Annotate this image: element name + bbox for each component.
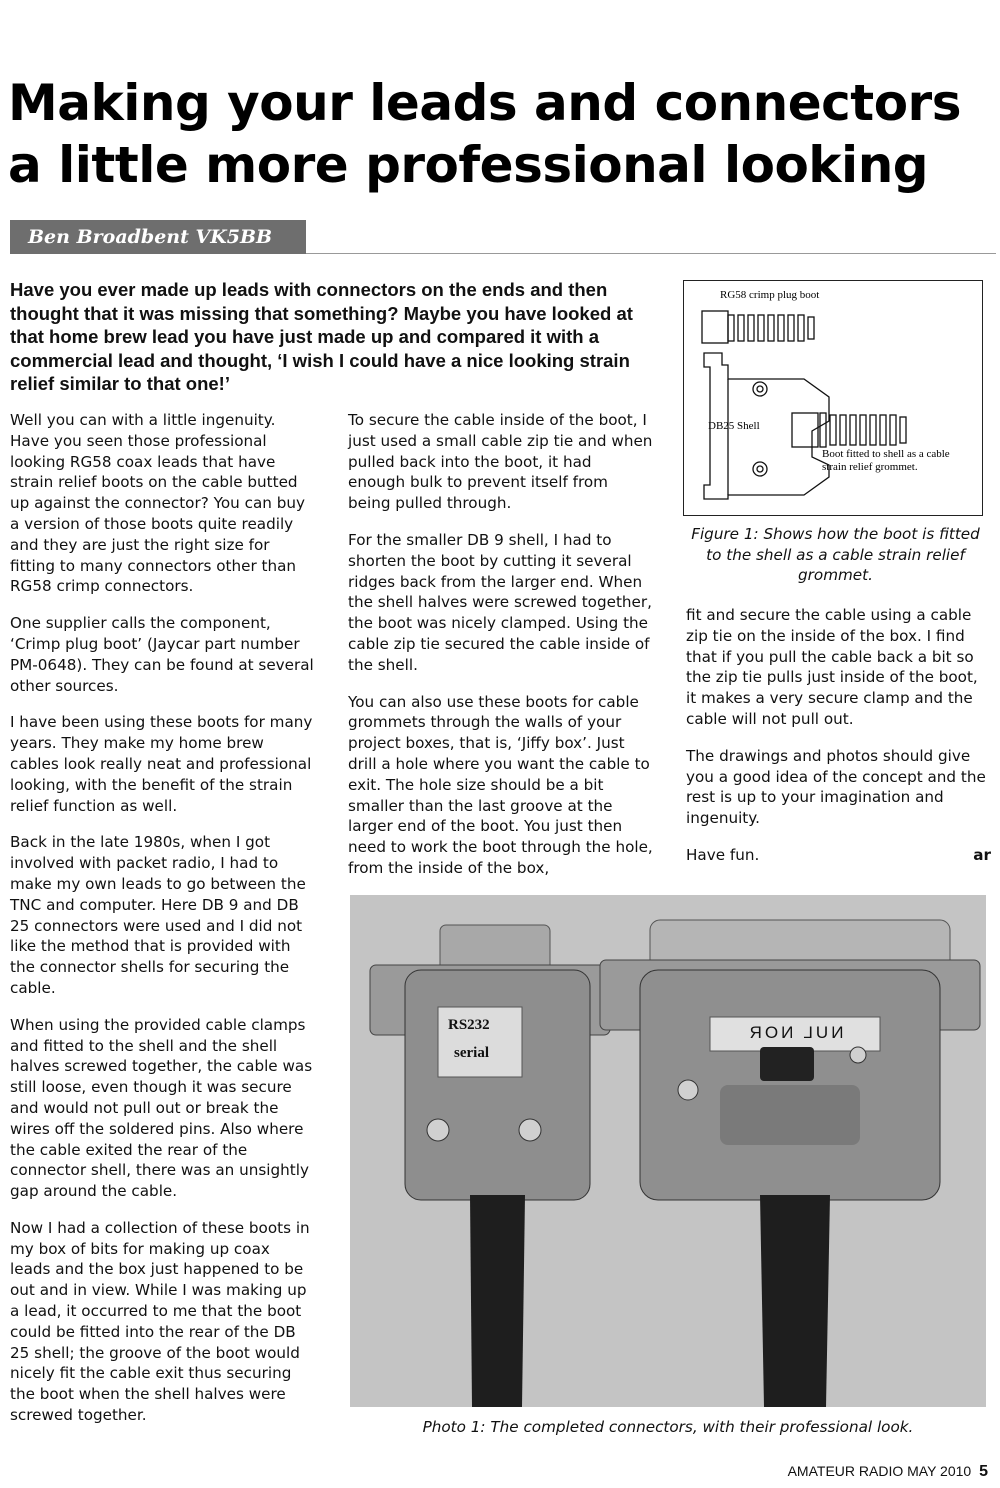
photo-label-nul-nor: NUL NOR — [746, 1023, 844, 1042]
paragraph: To secure the cable inside of the boot, I just used a small cable zip tie and when pulled back into the boot, it had enough bulk to prevent itself from being pulled through. — [348, 411, 653, 513]
figure-label-boot: RG58 crimp plug boot — [720, 289, 820, 301]
column-2 — [348, 410, 653, 895]
author-byline: Ben Broadbent VK5BB — [10, 220, 306, 254]
paragraph: For the smaller DB 9 shell, I had to shorten the boot by cutting it several ridges back from the larger end. When the shell halves were screwed together, the boot was nicely clamped. Using the cable zip tie secured the cable inside of the shell. — [348, 530, 652, 674]
column-1 — [10, 410, 315, 1442]
paragraph: You can also use these boots for cable grommets through the walls of your project boxes, that is, ‘Jiffy box’. Just drill a hole where you want the cable to exit. The hole size should be a bit smaller than the last groove at the larger end of the boot. You just then need to work the boot through the hole, from the inside of the box, — [348, 692, 653, 877]
paragraph: Now I had a collection of these boots in my box of bits for making up coax leads and the box just happened to be out and in view. While I was making up a lead, it occurred to me that the boot could be fitted into the rear of the DB 25 shell; the groove of the boot would nicely fit the cable exit thus securing the boot when the shell halves were screwed together. — [10, 1218, 310, 1425]
figure-1-caption: Figure 1: Shows how the boot is fitted to the shell as a cable strain relief grommet. — [691, 525, 980, 584]
figure-1-drawing — [683, 280, 983, 516]
boot-shell-diagram — [684, 281, 982, 515]
paragraph: Well you can with a little ingenuity. Have you seen those professional looking RG58 coax leads that have strain relief boots on the cable butted up against the connector? You can buy a version of those boots quite readily and they are just the right size for fitting to many connectors other than RG58 crimp connectors. — [10, 411, 305, 596]
footer-magazine: AMATEUR RADIO MAY 2010 — [787, 1463, 972, 1479]
page-number: 5 — [979, 1463, 988, 1480]
paragraph: When using the provided cable clamps and fitted to the shell and the shell halves screwed together, the cable was still loose, even though it was secure and would not pull out or break the wires off the soldered pins. Also where the cable exited the rear of the connector shell, there was an unsightly gap around the cable. — [10, 1015, 313, 1201]
paragraph: One supplier calls the component, ‘Crimp plug boot’ (Jaycar part number PM-0648). They can be found at several other sources. — [10, 614, 314, 695]
closing-text: Have fun. — [686, 845, 760, 864]
author-rule — [306, 253, 996, 254]
title-line-1: Making your leads and connectors — [8, 74, 961, 132]
photo-connectors — [350, 895, 986, 1407]
title-line-2: a little more professional looking — [8, 136, 929, 194]
connectors-photo-illustration — [350, 895, 986, 1407]
figure-label-shell: DB25 Shell — [708, 420, 760, 432]
page-footer — [788, 1463, 988, 1481]
paragraph: fit and secure the cable using a cable zip tie on the inside of the box. I find that if you pull the cable back a bit so the zip tie pulls just inside of the boot, it makes a very secure clamp and the cable will not pull out. — [686, 606, 978, 728]
end-mark: ar — [973, 845, 991, 864]
photo-label-serial: serial — [454, 1045, 489, 1061]
intro-paragraph: Have you ever made up leads with connectors on the ends and then thought that it was missing that something? Maybe you have looked at that home brew lead you have just made up and compared it with a commercial lead and thought, ‘I wish I could have a nice looking strain relief similar to that one!’ — [10, 279, 633, 394]
paragraph: Back in the late 1980s, when I got involved with packet radio, I had to make my own leads to go between the TNC and computer. Here DB 9 and DB 25 connectors were used and I did not like the method that is provided with the connector shells for securing the cable. — [10, 833, 306, 997]
photo-label-rs232: RS232 — [448, 1017, 490, 1033]
column-3 — [686, 605, 991, 882]
paragraph: The drawings and photos should give you a good idea of the concept and the rest is up to your imagination and ingenuity. — [686, 746, 986, 828]
photo-caption: Photo 1: The completed connectors, with their professional look. — [422, 1418, 914, 1436]
figure-label-fitted: Boot fitted to shell as a cable strain relief grommet. — [822, 448, 950, 473]
paragraph: I have been using these boots for many years. They make my home brew cables look really neat and professional looking, with the benefit of the strain relief function as well. — [10, 713, 313, 815]
article-title — [8, 72, 998, 196]
closing-line — [686, 845, 991, 866]
